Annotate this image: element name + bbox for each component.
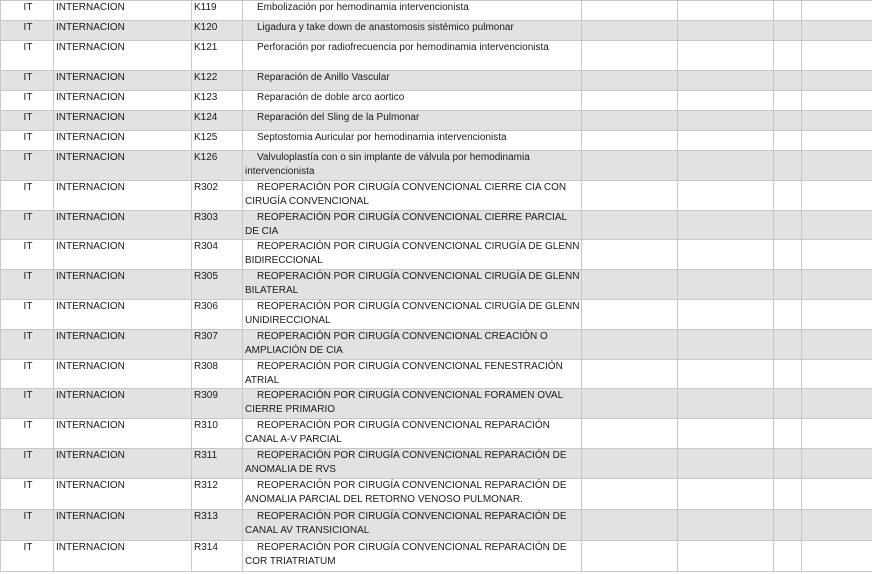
cell-codigo[interactable] — [192, 449, 243, 479]
cell-tipo[interactable] — [1, 479, 54, 510]
cell-descripcion-text: Reparación de Anillo Vascular — [257, 72, 390, 83]
cell-descripcion-text: REOPERACIÓN POR CIRUGÍA CONVENCIONAL REPARACIÓN CANAL A-V PARCIAL — [245, 420, 550, 445]
cell-descripcion[interactable] — [243, 131, 582, 151]
table-row[interactable] — [1, 510, 872, 541]
table-row[interactable] — [1, 91, 872, 111]
cell-descripcion-text: Perforación por radiofrecuencia por hemodinamia intervencionista — [257, 42, 549, 53]
cell-codigo[interactable] — [192, 479, 243, 510]
table-row[interactable] — [1, 111, 872, 131]
cell-tipo-text: IT — [23, 241, 33, 252]
cell-empty[interactable] — [678, 211, 774, 240]
table-row[interactable] — [1, 300, 872, 330]
cell-codigo[interactable] — [192, 211, 243, 240]
table-row[interactable] — [1, 479, 872, 510]
table-row[interactable] — [1, 449, 872, 479]
cell-tipo-text: IT — [23, 212, 33, 223]
table-row[interactable] — [1, 389, 872, 419]
cell-empty[interactable] — [582, 389, 678, 419]
cell-ambito-text: INTERNACION — [56, 390, 125, 401]
cell-empty[interactable] — [678, 21, 774, 41]
cell-codigo-text: R312 — [194, 480, 218, 491]
cell-ambito[interactable] — [54, 151, 192, 181]
cell-empty[interactable] — [678, 181, 774, 211]
cell-descripcion[interactable] — [243, 479, 582, 510]
cell-tipo[interactable] — [1, 151, 54, 181]
cell-codigo[interactable] — [192, 21, 243, 41]
cell-ambito[interactable] — [54, 541, 192, 572]
cell-empty[interactable] — [774, 240, 802, 270]
cell-ambito[interactable] — [54, 360, 192, 389]
table-row[interactable] — [1, 131, 872, 151]
cell-descripcion-text: REOPERACIÓN POR CIRUGÍA CONVENCIONAL CIERRE PARCIAL DE CIA — [245, 212, 567, 237]
cell-ambito[interactable] — [54, 449, 192, 479]
cell-tipo[interactable] — [1, 71, 54, 91]
cell-ambito-text: INTERNACION — [56, 132, 125, 143]
cell-tipo[interactable] — [1, 389, 54, 419]
cell-ambito[interactable] — [54, 330, 192, 360]
table-row[interactable] — [1, 1, 872, 21]
cell-ambito-text: INTERNACION — [56, 182, 125, 193]
cell-empty[interactable] — [582, 151, 678, 181]
cell-codigo-text: K126 — [194, 152, 218, 163]
cell-empty[interactable] — [678, 510, 774, 541]
cell-ambito[interactable] — [54, 21, 192, 41]
cell-empty[interactable] — [774, 181, 802, 211]
cell-descripcion[interactable] — [243, 151, 582, 181]
cell-tipo-text: IT — [23, 92, 33, 103]
cell-empty[interactable] — [582, 181, 678, 211]
cell-empty[interactable] — [802, 360, 872, 389]
cell-codigo[interactable] — [192, 300, 243, 330]
table-row[interactable] — [1, 541, 872, 572]
cell-codigo-text: R309 — [194, 390, 218, 401]
cell-tipo-text: IT — [23, 72, 33, 83]
cell-empty[interactable] — [678, 91, 774, 111]
cell-tipo[interactable] — [1, 41, 54, 71]
cell-ambito[interactable] — [54, 71, 192, 91]
cell-descripcion[interactable] — [243, 41, 582, 71]
cell-empty[interactable] — [774, 510, 802, 541]
cell-codigo-text: K124 — [194, 112, 218, 123]
cell-empty[interactable] — [582, 41, 678, 71]
cell-descripcion[interactable] — [243, 270, 582, 300]
cell-ambito-text: INTERNACION — [56, 271, 125, 282]
cell-empty[interactable] — [582, 541, 678, 572]
cell-ambito-text: INTERNACION — [56, 152, 125, 163]
cell-codigo-text: R311 — [194, 450, 218, 461]
table-row[interactable] — [1, 419, 872, 449]
cell-empty[interactable] — [774, 389, 802, 419]
cell-empty[interactable] — [802, 270, 872, 300]
cell-descripcion[interactable] — [243, 300, 582, 330]
cell-tipo[interactable] — [1, 211, 54, 240]
cell-empty[interactable] — [678, 111, 774, 131]
cell-empty[interactable] — [678, 151, 774, 181]
cell-empty[interactable] — [802, 479, 872, 510]
cell-ambito-text: INTERNACION — [56, 361, 125, 372]
cell-codigo-text: K122 — [194, 72, 218, 83]
cell-empty[interactable] — [774, 21, 802, 41]
cell-ambito-text: INTERNACION — [56, 2, 125, 13]
table-row[interactable] — [1, 360, 872, 389]
cell-ambito[interactable] — [54, 211, 192, 240]
cell-tipo-text: IT — [23, 450, 33, 461]
cell-tipo-text: IT — [23, 271, 33, 282]
cell-empty[interactable] — [802, 389, 872, 419]
cell-descripcion[interactable] — [243, 71, 582, 91]
cell-codigo[interactable] — [192, 270, 243, 300]
cell-descripcion[interactable] — [243, 111, 582, 131]
cell-ambito-text: INTERNACION — [56, 72, 125, 83]
cell-empty[interactable] — [802, 510, 872, 541]
cell-tipo-text: IT — [23, 22, 33, 33]
cell-empty[interactable] — [678, 270, 774, 300]
cell-ambito-text: INTERNACION — [56, 22, 125, 33]
cell-ambito-text: INTERNACION — [56, 112, 125, 123]
cell-tipo[interactable] — [1, 419, 54, 449]
cell-empty[interactable] — [774, 151, 802, 181]
cell-empty[interactable] — [774, 71, 802, 91]
table-row[interactable] — [1, 151, 872, 181]
table-row[interactable] — [1, 41, 872, 71]
cell-descripcion[interactable] — [243, 510, 582, 541]
cell-tipo-text: IT — [23, 42, 33, 53]
cell-empty[interactable] — [802, 131, 872, 151]
cell-ambito-text: INTERNACION — [56, 212, 125, 223]
cell-empty[interactable] — [582, 240, 678, 270]
cell-descripcion[interactable] — [243, 181, 582, 211]
cell-codigo-text: R302 — [194, 182, 218, 193]
cell-codigo[interactable] — [192, 41, 243, 71]
cell-empty[interactable] — [774, 91, 802, 111]
cell-empty[interactable] — [802, 240, 872, 270]
cell-tipo-text: IT — [23, 480, 33, 491]
cell-codigo-text: K119 — [194, 2, 217, 13]
cell-empty[interactable] — [774, 1, 802, 21]
cell-codigo-text: R310 — [194, 420, 218, 431]
cell-empty[interactable] — [678, 71, 774, 91]
cell-tipo-text: IT — [23, 390, 33, 401]
cell-ambito-text: INTERNACION — [56, 241, 125, 252]
cell-tipo[interactable] — [1, 541, 54, 572]
cell-codigo[interactable] — [192, 91, 243, 111]
cell-empty[interactable] — [802, 41, 872, 71]
cell-empty[interactable] — [774, 111, 802, 131]
cell-codigo[interactable] — [192, 389, 243, 419]
cell-descripcion[interactable] — [243, 419, 582, 449]
cell-tipo[interactable] — [1, 449, 54, 479]
cell-tipo-text: IT — [23, 361, 33, 372]
cell-empty[interactable] — [582, 111, 678, 131]
cell-ambito-text: INTERNACION — [56, 331, 125, 342]
cell-empty[interactable] — [774, 330, 802, 360]
cell-empty[interactable] — [802, 71, 872, 91]
cell-empty[interactable] — [774, 541, 802, 572]
cell-descripcion[interactable] — [243, 21, 582, 41]
cell-tipo[interactable] — [1, 181, 54, 211]
cell-empty[interactable] — [774, 449, 802, 479]
cell-tipo[interactable] — [1, 1, 54, 21]
cell-empty[interactable] — [582, 91, 678, 111]
cell-ambito-text: INTERNACION — [56, 450, 125, 461]
cell-empty[interactable] — [802, 211, 872, 240]
cell-empty[interactable] — [678, 419, 774, 449]
cell-empty[interactable] — [802, 1, 872, 21]
cell-descripcion[interactable] — [243, 330, 582, 360]
cell-codigo[interactable] — [192, 510, 243, 541]
cell-codigo[interactable] — [192, 541, 243, 572]
cell-empty[interactable] — [678, 41, 774, 71]
cell-tipo[interactable] — [1, 91, 54, 111]
cell-descripcion-text: Reparación de doble arco aortico — [257, 92, 405, 103]
cell-codigo[interactable] — [192, 419, 243, 449]
table-row[interactable] — [1, 181, 872, 211]
cell-empty[interactable] — [678, 389, 774, 419]
cell-empty[interactable] — [802, 91, 872, 111]
cell-empty[interactable] — [582, 21, 678, 41]
cell-empty[interactable] — [678, 360, 774, 389]
cell-empty[interactable] — [802, 419, 872, 449]
cell-ambito[interactable] — [54, 300, 192, 330]
cell-codigo[interactable] — [192, 330, 243, 360]
cell-ambito[interactable] — [54, 131, 192, 151]
cell-empty[interactable] — [678, 240, 774, 270]
cell-descripcion[interactable] — [243, 541, 582, 572]
cell-empty[interactable] — [582, 419, 678, 449]
cell-codigo[interactable] — [192, 111, 243, 131]
cell-codigo-text: R304 — [194, 241, 218, 252]
cell-empty[interactable] — [582, 131, 678, 151]
cell-descripcion[interactable] — [243, 211, 582, 240]
cell-codigo[interactable] — [192, 360, 243, 389]
cell-ambito-text: INTERNACION — [56, 42, 125, 53]
cell-descripcion-text: Embolización por hemodinamia intervencionista — [257, 2, 469, 13]
table-row[interactable] — [1, 240, 872, 270]
cell-empty[interactable] — [774, 41, 802, 71]
cell-tipo-text: IT — [23, 132, 33, 143]
cell-empty[interactable] — [774, 300, 802, 330]
cell-tipo-text: IT — [23, 301, 33, 312]
cell-tipo-text: IT — [23, 182, 33, 193]
cell-descripcion-text: REOPERACIÓN POR CIRUGÍA CONVENCIONAL CIERRE CIA CON CIRUGÍA CONVENCIONAL — [245, 182, 567, 207]
cell-codigo[interactable] — [192, 181, 243, 211]
cell-tipo-text: IT — [23, 112, 33, 123]
table-row[interactable] — [1, 330, 872, 360]
table-row[interactable] — [1, 270, 872, 300]
cell-descripcion-text: REOPERACIÓN POR CIRUGÍA CONVENCIONAL CIRUGÍA DE GLENN UNIDIRECCIONAL — [245, 301, 580, 326]
cell-tipo[interactable] — [1, 330, 54, 360]
cell-empty[interactable] — [802, 449, 872, 479]
cell-empty[interactable] — [678, 300, 774, 330]
cell-ambito[interactable] — [54, 479, 192, 510]
cell-codigo-text: R308 — [194, 361, 218, 372]
cell-empty[interactable] — [582, 300, 678, 330]
cell-tipo-text: IT — [23, 2, 33, 13]
cell-descripcion[interactable] — [243, 389, 582, 419]
cell-tipo[interactable] — [1, 111, 54, 131]
cell-descripcion-text: REOPERACIÓN POR CIRUGÍA CONVENCIONAL FENESTRACIÓN ATRIAL — [245, 361, 563, 386]
cell-descripcion-text: Reparación del Sling de la Pulmonar — [257, 112, 420, 123]
cell-empty[interactable] — [802, 181, 872, 211]
cell-ambito[interactable] — [54, 1, 192, 21]
cell-ambito-text: INTERNACION — [56, 92, 125, 103]
cell-empty[interactable] — [678, 330, 774, 360]
cell-descripcion-text: REOPERACIÓN POR CIRUGÍA CONVENCIONAL REPARACIÓN DE ANOMALIA PARCIAL DEL RETORNO VENOSO PULMONAR. — [245, 480, 567, 505]
cell-empty[interactable] — [678, 449, 774, 479]
cell-ambito-text: INTERNACION — [56, 511, 125, 522]
cell-ambito-text: INTERNACION — [56, 542, 125, 553]
cell-descripcion[interactable] — [243, 1, 582, 21]
cell-codigo[interactable] — [192, 1, 243, 21]
cell-ambito[interactable] — [54, 510, 192, 541]
cell-codigo-text: K123 — [194, 92, 218, 103]
cell-codigo-text: R305 — [194, 271, 218, 282]
table-row[interactable] — [1, 211, 872, 240]
cell-ambito-text: INTERNACION — [56, 480, 125, 491]
cell-codigo-text: R307 — [194, 331, 218, 342]
cell-tipo-text: IT — [23, 511, 33, 522]
cell-empty[interactable] — [774, 479, 802, 510]
cell-empty[interactable] — [802, 21, 872, 41]
cell-descripcion-text: REOPERACIÓN POR CIRUGÍA CONVENCIONAL REPARACIÓN DE COR TRIATRIATUM — [245, 542, 567, 567]
table-row[interactable] — [1, 21, 872, 41]
cell-tipo[interactable] — [1, 21, 54, 41]
cell-ambito[interactable] — [54, 41, 192, 71]
cell-empty[interactable] — [582, 330, 678, 360]
table-body — [1, 1, 872, 572]
cell-empty[interactable] — [582, 211, 678, 240]
cell-ambito[interactable] — [54, 270, 192, 300]
cell-tipo[interactable] — [1, 240, 54, 270]
cell-tipo[interactable] — [1, 270, 54, 300]
cell-ambito[interactable] — [54, 240, 192, 270]
cell-tipo-text: IT — [23, 542, 33, 553]
cell-empty[interactable] — [802, 300, 872, 330]
cell-tipo[interactable] — [1, 300, 54, 330]
cell-empty[interactable] — [802, 151, 872, 181]
cell-descripcion-text: Valvuloplastía con o sin implante de válvula por hemodinamia intervencionista — [245, 152, 530, 177]
cell-tipo-text: IT — [23, 420, 33, 431]
cell-empty[interactable] — [582, 360, 678, 389]
cell-ambito-text: INTERNACION — [56, 420, 125, 431]
cell-tipo[interactable] — [1, 510, 54, 541]
cell-descripcion-text: REOPERACIÓN POR CIRUGÍA CONVENCIONAL CIRUGÍA DE GLENN BIDIRECCIONAL — [245, 241, 580, 266]
cell-empty[interactable] — [582, 449, 678, 479]
cell-descripcion-text: REOPERACIÓN POR CIRUGÍA CONVENCIONAL REPARACIÓN DE ANOMALIA DE RVS — [245, 450, 567, 475]
cell-ambito[interactable] — [54, 389, 192, 419]
cell-empty[interactable] — [678, 541, 774, 572]
cell-ambito[interactable] — [54, 419, 192, 449]
cell-ambito-text: INTERNACION — [56, 301, 125, 312]
cell-codigo[interactable] — [192, 240, 243, 270]
cell-codigo-text: R306 — [194, 301, 218, 312]
cell-descripcion-text: REOPERACIÓN POR CIRUGÍA CONVENCIONAL CREACIÓN O AMPLIACIÓN DE CIA — [245, 331, 548, 356]
cell-tipo-text: IT — [23, 331, 33, 342]
table-row[interactable] — [1, 71, 872, 91]
cell-codigo[interactable] — [192, 71, 243, 91]
cell-empty[interactable] — [678, 131, 774, 151]
cell-empty[interactable] — [774, 131, 802, 151]
cell-codigo[interactable] — [192, 131, 243, 151]
cell-empty[interactable] — [802, 330, 872, 360]
cell-tipo[interactable] — [1, 131, 54, 151]
cell-empty[interactable] — [774, 419, 802, 449]
cell-empty[interactable] — [582, 510, 678, 541]
cell-codigo-text: R313 — [194, 511, 218, 522]
cell-codigo-text: K120 — [194, 22, 218, 33]
cell-ambito[interactable] — [54, 111, 192, 131]
cell-tipo-text: IT — [23, 152, 33, 163]
cell-descripcion[interactable] — [243, 91, 582, 111]
cell-empty[interactable] — [774, 211, 802, 240]
cell-descripcion[interactable] — [243, 240, 582, 270]
cell-descripcion[interactable] — [243, 360, 582, 389]
cell-empty[interactable] — [582, 479, 678, 510]
cell-empty[interactable] — [774, 360, 802, 389]
cell-empty[interactable] — [582, 270, 678, 300]
cell-descripcion-text: REOPERACIÓN POR CIRUGÍA CONVENCIONAL REPARACIÓN DE CANAL AV TRANSICIONAL — [245, 511, 567, 536]
cell-empty[interactable] — [802, 541, 872, 572]
cell-ambito[interactable] — [54, 91, 192, 111]
cell-empty[interactable] — [774, 270, 802, 300]
cell-codigo-text: R314 — [194, 542, 218, 553]
cell-codigo[interactable] — [192, 151, 243, 181]
cell-descripcion-text: REOPERACIÓN POR CIRUGÍA CONVENCIONAL FORAMEN OVAL CIERRE PRIMARIO — [245, 390, 563, 415]
cell-descripcion[interactable] — [243, 449, 582, 479]
cell-empty[interactable] — [678, 1, 774, 21]
cell-empty[interactable] — [582, 1, 678, 21]
cell-codigo-text: K125 — [194, 132, 218, 143]
cell-empty[interactable] — [582, 71, 678, 91]
cell-codigo-text: K121 — [194, 42, 218, 53]
cell-tipo[interactable] — [1, 360, 54, 389]
cell-empty[interactable] — [678, 479, 774, 510]
cell-codigo-text: R303 — [194, 212, 218, 223]
cell-descripcion-text: REOPERACIÓN POR CIRUGÍA CONVENCIONAL CIRUGÍA DE GLENN BILATERAL — [245, 271, 580, 296]
cell-descripcion-text: Septostomia Auricular por hemodinamia intervencionista — [257, 132, 507, 143]
cell-descripcion-text: Ligadura y take down de anastomosis sistémico pulmonar — [257, 22, 514, 33]
cell-empty[interactable] — [802, 111, 872, 131]
cell-ambito[interactable] — [54, 181, 192, 211]
